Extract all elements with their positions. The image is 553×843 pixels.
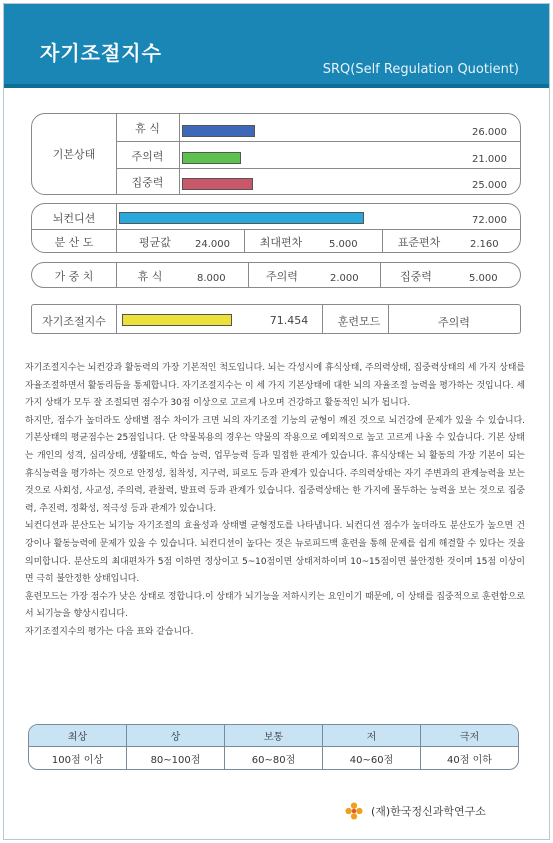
- header-banner: [4, 4, 549, 88]
- page-title: 자기조절지수: [40, 41, 162, 65]
- training-mode-label: 훈련모드: [337, 315, 381, 328]
- basic-item-value: 21.000: [472, 154, 507, 165]
- explanation-text: [25, 360, 525, 642]
- dispersion-cell-value: 5.000: [329, 239, 358, 250]
- grade-value-cell: 60~80점: [225, 747, 323, 769]
- weights-cell-value: 8.000: [197, 273, 226, 284]
- basic-item-value: 26.000: [472, 127, 507, 138]
- dispersion-label: 분 산 도: [54, 236, 94, 249]
- grade-header-cell: 저: [323, 725, 421, 746]
- weights-label: 가 중 치: [54, 270, 94, 283]
- paragraph: 뇌컨디션과 분산도는 뇌기능 자기조절의 효율성과 상태별 균형정도를 나타냅니다. 뇌컨디션 점수가 높더라도 분산도가 높으면 건강이나 활동능력에 문제가 있을 수 있습니다. 뇌컨디션이 높다는 것은 뉴로피드백 훈련을 통해 문제를 쉽게 해결할 수 있다는 것을 의미합니다. 분산도의 최대편차가 5점 이하면 정상이고 5~10점이면 상태저하이며 10~15점이면 불안정한 것이며 15점 이상이면 극히 불안정한 상태입니다.: [25, 521, 525, 585]
- weights-panel: [31, 262, 521, 288]
- dispersion-cell-name: 최대편차: [259, 236, 303, 249]
- weights-cell-value: 2.000: [330, 273, 359, 284]
- paragraph: 자기조절지수의 평가는 다음 표와 같습니다.: [25, 626, 194, 637]
- brain-condition-bar: [119, 212, 364, 224]
- grade-table-header: [29, 725, 518, 747]
- grade-header-cell: 극저: [459, 732, 480, 743]
- grade-header-cell: 상: [127, 725, 225, 746]
- institute-name: (재)한국정신과학연구소: [371, 805, 486, 818]
- dispersion-cell-value: 2.160: [470, 239, 499, 250]
- page-subtitle: SRQ(Self Regulation Quotient): [322, 62, 519, 77]
- weights-cell-name: 주의력: [266, 270, 298, 283]
- basic-item-name: 휴 식: [135, 122, 160, 135]
- grade-value-cell: 80~100점: [127, 747, 225, 769]
- srq-panel: [31, 304, 521, 334]
- grade-table-row: [29, 747, 518, 769]
- basic-item-bar: [182, 152, 241, 164]
- srq-label: 자기조절지수: [42, 315, 106, 328]
- srq-value: 71.454: [269, 314, 309, 327]
- dispersion-cell-value: 24.000: [195, 239, 230, 250]
- grade-header-cell: 최상: [29, 725, 127, 746]
- srq-bar: [122, 314, 232, 326]
- weights-cell-value: 5.000: [469, 273, 498, 284]
- basic-item-value: 25.000: [472, 180, 507, 191]
- institute-logo-icon: [345, 802, 363, 820]
- weights-cell-name: 집중력: [400, 270, 432, 283]
- basic-item-name: 주의력: [131, 150, 164, 163]
- grade-table: [28, 724, 519, 770]
- grade-header-cell: 보통: [225, 725, 323, 746]
- dispersion-cell-name: 평균값: [139, 236, 171, 249]
- basic-item-name: 집중력: [131, 176, 164, 189]
- basic-state-panel: [31, 113, 521, 195]
- brain-condition-value: 72.000: [472, 215, 507, 226]
- paragraph: 자기조절지수는 뇌컨강과 활동력의 가장 기본적인 척도입니다. 뇌는 각성시에 휴식상태, 주의력상태, 집중력상태의 세 가지 상태를 자율조절하면서 활동리듬을 통제합니다. 자기조절지수는 이 세 가지 기본상태에 대한 뇌의 자율조절 능력을 평가하는 것입니다. 세 가지 상태가 모두 잘 조절되면 점수가 30점 이상으로 고르게 나오며 건강하고 활동적인 뇌가 됩니다.: [25, 363, 525, 409]
- weights-cell-name: 휴 식: [137, 270, 163, 283]
- grade-value-cell: 40점 이하: [447, 754, 492, 766]
- grade-value-cell: 40~60점: [323, 747, 421, 769]
- basic-state-label: 기본상태: [52, 148, 96, 161]
- footer: [345, 802, 486, 820]
- basic-item-bar: [182, 125, 255, 137]
- paragraph: 훈련모드는 가장 점수가 낮은 상태로 정합니다.이 상태가 뇌기능을 저하시키는 요인이기 때문에, 이 상태를 집중적으로 훈련함으로서 뇌기능을 향상시킵니다.: [25, 591, 525, 620]
- grade-value-cell: 100점 이상: [29, 747, 127, 769]
- training-mode-value: 주의력: [438, 316, 470, 329]
- brain-condition-label: 뇌컨디션: [52, 212, 96, 225]
- dispersion-cell-name: 표준편차: [397, 236, 441, 249]
- paragraph: 하지만, 점수가 높더라도 상태별 점수 차이가 크면 뇌의 자기조절 기능의 균형이 깨진 것으로 뇌건강에 문제가 있을 수 있습니다. 기본상태의 평균점수는 25점입니다. 단 약물복용의 경우는 약물의 작용으로 예외적으로 높고 고르게 나올 수 있습니다. 기본 상태는 개인의 성격, 심리상태, 생활태도, 학습 능력, 업무능력 등과 밀접한 관계가 있습니다. 휴식상태는 뇌 활동의 가장 기본이 되는 휴식능력을 평가하는 것으로 안정성, 침착성, 지구력, 피로도 등과 관계가 있습니다. 주의력상태는 자기 주변과의 관계능력을 보는 것으로 사회성, 사교성, 주의력, 관찰력, 발표력 등과 관계가 있습니다. 집중력상태는 한 가지에 몰두하는 능력을 보는 것으로 집중력, 추진력, 정확성, 적극성 등과 관계가 있습니다.: [25, 415, 525, 514]
- header-rule: [4, 84, 549, 88]
- brain-condition-panel: [31, 203, 521, 253]
- basic-item-bar: [182, 178, 253, 190]
